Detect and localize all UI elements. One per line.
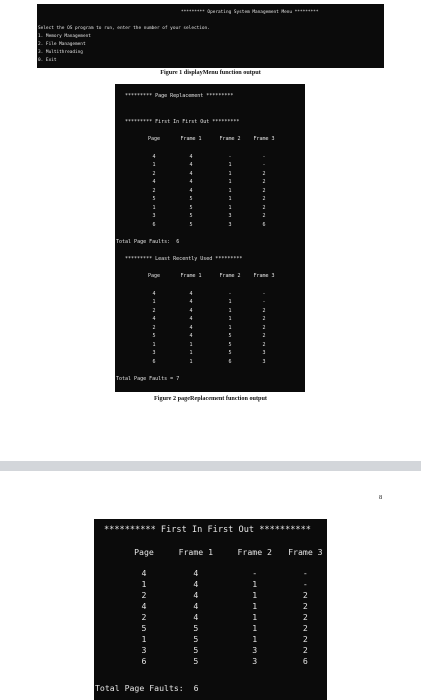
fifo-row (137, 221, 279, 230)
lru-cell: 3 (262, 350, 266, 356)
lru-cell: - (228, 290, 232, 297)
lru-cell: 4 (189, 316, 193, 322)
menu-item-multithreading: 3. Multithreading (38, 50, 83, 55)
fifo-cell: - (262, 153, 266, 160)
fifo-large-cell: 1 (141, 634, 147, 644)
fifo-cell: 3 (228, 221, 232, 228)
fifo-large-cell: - (302, 579, 308, 589)
fifo-cell: 6 (262, 221, 266, 228)
lru-header-3: Frame 3 (253, 273, 275, 279)
fifo-cell: 1 (152, 204, 156, 211)
fifo-row (137, 204, 279, 213)
fifo-cell: 4 (189, 187, 193, 194)
fifo-cell: 3 (152, 213, 156, 219)
fifo-cell: - (262, 162, 266, 168)
fifo-row (137, 170, 279, 179)
fifo-cell: 4 (189, 162, 193, 168)
fifo-cell: 5 (152, 196, 156, 202)
fifo-large-cell: 2 (302, 590, 308, 600)
fifo-large-row (122, 612, 327, 623)
fifo-large-cell: 4 (193, 612, 199, 622)
menu-item-memory-management: 1. Memory Management (38, 34, 91, 39)
fifo-large-table (122, 547, 327, 667)
fifo-cell: 1 (228, 204, 232, 211)
lru-header-2: Frame 2 (219, 273, 241, 279)
fifo-large-header-row (122, 547, 327, 568)
fifo-large-cell: 6 (141, 656, 147, 666)
fifo-cell: 2 (152, 187, 156, 194)
fifo-large-cell: 1 (252, 612, 258, 622)
fifo-large-header-3: Frame 3 (288, 547, 323, 557)
lru-table (137, 272, 279, 366)
lru-cell: 2 (262, 316, 266, 322)
lru-cell: 1 (189, 350, 193, 356)
menu-item-file-management: 2. File Management (38, 42, 86, 47)
fifo-cell: 2 (262, 196, 266, 202)
page-number: 8 (379, 494, 383, 501)
fifo-large-row (122, 656, 327, 667)
lru-cell: 4 (189, 290, 193, 297)
fifo-table (137, 135, 279, 229)
lru-cell: 1 (228, 307, 232, 314)
fifo-large-total-faults: Total Page Faults: 6 (95, 683, 199, 693)
fifo-large-cell: 4 (193, 579, 199, 589)
lru-cell: 2 (262, 341, 266, 348)
fifo-large-cell: 1 (252, 623, 258, 633)
menu-terminal (37, 4, 384, 68)
fifo-large-cell: 2 (302, 601, 308, 611)
fifo-large-row (122, 623, 327, 634)
lru-cell: 6 (152, 358, 156, 365)
fifo-large-title: ********** First In First Out ********** (104, 525, 311, 535)
fifo-large-cell: 4 (193, 568, 199, 578)
lru-row (137, 307, 279, 316)
fifo-cell: 1 (228, 196, 232, 202)
menu-banner: ********* Operating System Management Menu ********* (181, 10, 319, 15)
fifo-row (137, 195, 279, 204)
lru-row (137, 290, 279, 299)
lru-header-1: Frame 1 (180, 273, 202, 279)
lru-cell: 1 (152, 341, 156, 348)
lru-header-0: Page (147, 273, 161, 279)
menu-item-exit: 0. Exit (38, 58, 57, 63)
fifo-large-cell: 1 (252, 634, 258, 644)
fifo-large-cell: 5 (193, 656, 199, 666)
lru-cell: 1 (228, 316, 232, 322)
lru-cell: 5 (152, 333, 156, 339)
fifo-cell: 1 (228, 162, 232, 168)
figure-1-caption: Figure 1 displayMenu function output (160, 69, 261, 76)
lru-cell: 1 (152, 299, 156, 305)
lru-row (137, 324, 279, 333)
fifo-row (137, 161, 279, 170)
fifo-cell: 4 (152, 179, 156, 185)
lru-row (137, 341, 279, 350)
lru-cell: 4 (152, 316, 156, 322)
fifo-cell: 5 (189, 213, 193, 219)
fifo-header-2: Frame 2 (219, 136, 241, 142)
fifo-large-header-1: Frame 1 (178, 547, 214, 557)
fifo-row (137, 187, 279, 196)
lru-row (137, 349, 279, 358)
menu-prompt: Select the OS program to run, enter the number of your selection. (38, 26, 210, 31)
fifo-large-row (122, 590, 327, 601)
fifo-header-1: Frame 1 (180, 136, 202, 142)
fifo-large-cell: 1 (252, 601, 258, 611)
lru-cell: 2 (262, 333, 266, 339)
fifo-cell: 1 (228, 170, 232, 177)
lru-cell: 2 (262, 324, 266, 331)
lru-cell: 1 (228, 299, 232, 305)
fifo-large-cell: 2 (302, 634, 308, 644)
lru-row (137, 315, 279, 324)
fifo-row (137, 153, 279, 162)
fifo-cell: 4 (152, 153, 156, 160)
fifo-terminal-large (94, 519, 327, 700)
lru-cell: 2 (152, 324, 156, 331)
lru-cell: 5 (228, 333, 232, 339)
fifo-cell: 2 (262, 213, 266, 219)
fifo-cell: 4 (189, 153, 193, 160)
fifo-cell: 2 (262, 170, 266, 177)
fifo-row (137, 212, 279, 221)
fifo-large-cell: 2 (302, 645, 308, 655)
fifo-cell: 2 (262, 187, 266, 194)
fifo-total-faults: Total Page Faults: 6 (116, 239, 180, 245)
lru-row (137, 358, 279, 367)
fifo-large-cell: 5 (193, 645, 199, 655)
lru-row (137, 332, 279, 341)
fifo-large-cell: 5 (193, 623, 199, 633)
lru-cell: 4 (189, 299, 193, 305)
figure-2-caption: Figure 2 pageReplacement function output (154, 395, 267, 402)
fifo-large-cell: 4 (193, 601, 199, 611)
lru-total-faults: Total Page Faults = 7 (116, 376, 180, 382)
lru-cell: 1 (189, 341, 193, 348)
fifo-cell: 5 (189, 204, 193, 211)
fifo-cell: 4 (189, 179, 193, 185)
fifo-large-row (122, 634, 327, 645)
lru-cell: 2 (262, 307, 266, 314)
fifo-large-cell: 6 (302, 656, 308, 666)
fifo-header-3: Frame 3 (253, 136, 275, 142)
lru-cell: 5 (228, 341, 232, 348)
fifo-cell: 1 (152, 162, 156, 168)
lru-cell: 3 (152, 350, 156, 356)
page-break-bar (0, 461, 421, 471)
fifo-large-cell: 3 (252, 645, 258, 655)
fifo-cell: 2 (262, 179, 266, 185)
fifo-large-cell: 5 (141, 623, 147, 633)
fifo-cell: 1 (228, 187, 232, 194)
lru-title: ********* Least Recently Used ********* (125, 256, 243, 262)
lru-cell: 4 (152, 290, 156, 297)
fifo-large-cell: 2 (141, 612, 147, 622)
lru-cell: 4 (189, 324, 193, 331)
fifo-header-row (137, 135, 279, 153)
lru-cell: 1 (228, 324, 232, 331)
fifo-large-row (122, 568, 327, 579)
lru-cell: 5 (228, 350, 232, 356)
page-replacement-banner: ********* Page Replacement ********* (125, 93, 234, 99)
lru-cell: 6 (228, 358, 232, 365)
fifo-large-cell: 1 (252, 579, 258, 589)
lru-cell: - (262, 290, 266, 297)
fifo-cell: 5 (189, 196, 193, 202)
fifo-large-row (122, 579, 327, 590)
fifo-large-cell: 4 (193, 590, 199, 600)
page-replacement-terminal (115, 84, 305, 392)
lru-cell: 3 (262, 358, 266, 365)
fifo-large-header-2: Frame 2 (237, 547, 272, 557)
fifo-cell: 4 (189, 170, 193, 177)
fifo-large-cell: 2 (302, 623, 308, 633)
fifo-large-cell: 2 (302, 612, 308, 622)
fifo-large-row (122, 645, 327, 656)
fifo-large-row (122, 601, 327, 612)
lru-row (137, 298, 279, 307)
lru-cell: - (262, 299, 266, 305)
fifo-cell: - (228, 153, 232, 160)
fifo-large-cell: 1 (252, 590, 258, 600)
fifo-large-cell: 3 (252, 656, 258, 666)
fifo-large-cell: 5 (193, 634, 199, 644)
fifo-cell: 2 (262, 204, 266, 211)
fifo-cell: 1 (228, 179, 232, 185)
lru-cell: 4 (189, 307, 193, 314)
fifo-cell: 5 (189, 221, 193, 228)
fifo-cell: 2 (152, 170, 156, 177)
fifo-large-cell: - (302, 568, 308, 578)
fifo-large-cell: - (252, 568, 258, 578)
lru-header-row (137, 272, 279, 290)
fifo-large-cell: 2 (141, 590, 147, 600)
lru-cell: 2 (152, 307, 156, 314)
fifo-title: ********* First In First Out ********* (125, 119, 240, 125)
fifo-row (137, 178, 279, 187)
fifo-large-cell: 4 (141, 568, 147, 578)
fifo-large-cell: 1 (141, 579, 147, 589)
lru-cell: 4 (189, 333, 193, 339)
fifo-header-0: Page (147, 136, 161, 142)
lru-cell: 1 (189, 358, 193, 365)
fifo-cell: 6 (152, 221, 156, 228)
fifo-large-cell: 3 (141, 645, 147, 655)
fifo-large-header-0: Page (134, 547, 154, 557)
fifo-large-cell: 4 (141, 601, 147, 611)
fifo-cell: 3 (228, 213, 232, 219)
